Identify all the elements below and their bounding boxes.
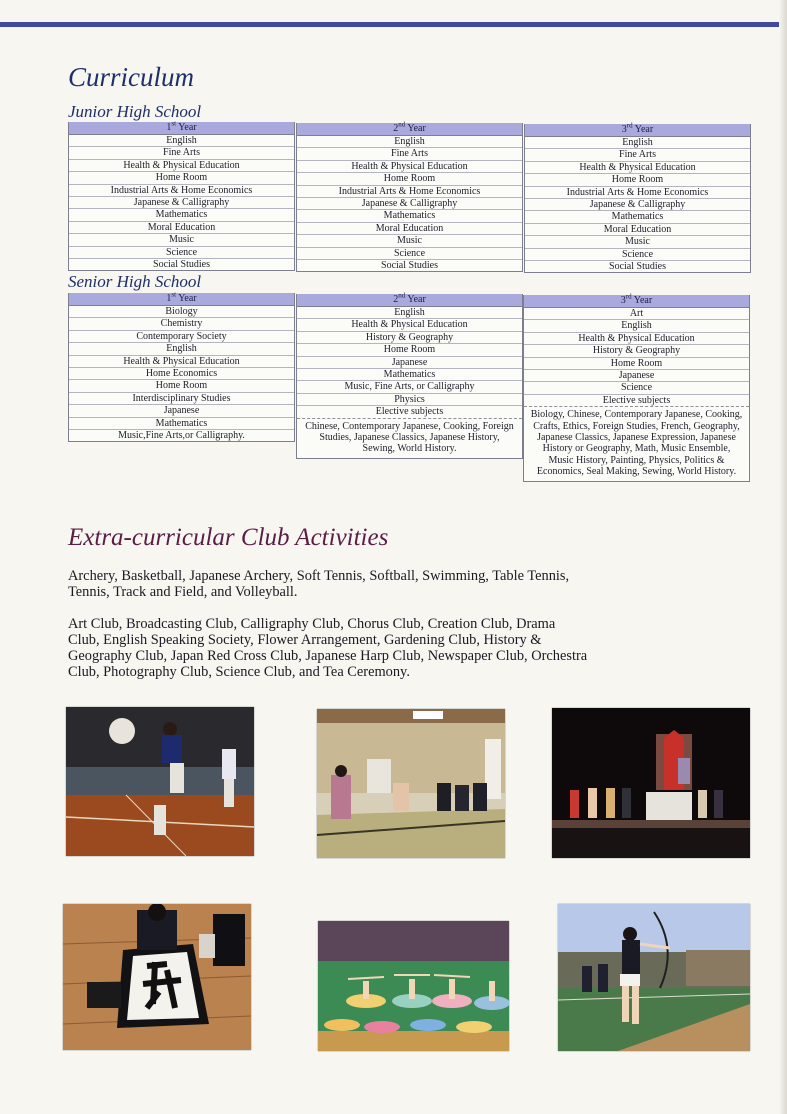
subject-cell: English [297, 136, 522, 148]
subject-cell: Contemporary Society [69, 331, 294, 343]
senior-high-heading: Senior High School [68, 272, 202, 291]
subject-cell: Art [524, 308, 749, 320]
subject-cell: Science [525, 249, 750, 261]
subject-cell: Social Studies [381, 259, 438, 271]
subject-cell: Music [297, 235, 522, 247]
subject-cell: Fine Arts [69, 147, 294, 159]
subject-cell: Science [524, 382, 749, 394]
drama-stage-photo [552, 708, 750, 858]
subject-cell: Industrial Arts & Home Economics [525, 187, 750, 199]
subject-cell: Health & Physical Education [297, 161, 522, 173]
subject-cell: Social Studies [609, 260, 666, 272]
subject-cell: Music [525, 236, 750, 248]
subject-cell: Japanese [69, 405, 294, 417]
junior-year-2-column [296, 120, 523, 272]
subject-cell: Home Room [297, 173, 522, 185]
senior-year-3-column [523, 292, 750, 482]
subject-cell: Health & Physical Education [69, 160, 294, 172]
subject-cell: Japanese [297, 357, 522, 369]
sports-clubs-text: Archery, Basketball, Japanese Archery, Soft Tennis, Softball, Swimming, Table Tennis, Tennis, Track and Field, and Volleyball. [68, 568, 570, 600]
calligraphy-photo [63, 904, 251, 1050]
subject-cell: Japanese [524, 370, 749, 382]
subject-cell: Physics [297, 394, 522, 406]
subject-cell: Moral Education [69, 222, 294, 234]
subject-cell: Science [297, 248, 522, 260]
subject-cell: Health & Physical Education [69, 356, 294, 368]
subject-cell: English [525, 137, 750, 149]
subject-cell: Interdisciplinary Studies [69, 393, 294, 405]
subject-cell: Elective subjects [602, 394, 671, 406]
subject-cell: Biology [69, 306, 294, 318]
senior-year-2-header: 2nd Year [297, 294, 522, 307]
subject-cell: Japanese & Calligraphy [69, 197, 294, 209]
subject-cell: Japanese & Calligraphy [297, 198, 522, 210]
subject-cell: Mathematics [297, 369, 522, 381]
subject-cell: Industrial Arts & Home Economics [297, 186, 522, 198]
subject-cell: English [69, 135, 294, 147]
curriculum-heading: Curriculum [68, 62, 195, 92]
subject-cell: Health & Physical Education [525, 162, 750, 174]
subject-cell: Mathematics [525, 211, 750, 223]
subject-cell: Home Room [525, 174, 750, 186]
subject-cell: Industrial Arts & Home Economics [69, 185, 294, 197]
subject-cell: Fine Arts [525, 149, 750, 161]
subject-cell: Science [69, 247, 294, 259]
subject-cell: English [297, 307, 522, 319]
subject-cell: Mathematics [69, 418, 294, 430]
archery-photo [558, 904, 750, 1051]
subject-cell: Music, Fine Arts, or Calligraphy [297, 381, 522, 393]
elective-subjects-list: Biology, Chinese, Contemporary Japanese, Cooking, Crafts, Ethics, Foreign Studies, French, Geography, Japanese Classics, Japanese Expression, Japanese History or Geography, Math, Music Ensemble, Music History, Painting, Physics, Politics & Economics, Seal Making, Sewing, World History. [524, 406, 749, 480]
junior-year-3-column [524, 121, 751, 273]
subject-cell: History & Geography [524, 345, 749, 357]
elective-subjects-list: Chinese, Contemporary Japanese, Cooking, Foreign Studies, Japanese Classics, Japanese History, Sewing, World History. [297, 418, 522, 458]
senior-year-1-header: 1st Year [69, 293, 294, 306]
subject-cell: Health & Physical Education [297, 319, 522, 331]
subject-cell: Music [69, 234, 294, 246]
subject-cell: Health & Physical Education [524, 333, 749, 345]
subject-cell: Mathematics [69, 209, 294, 221]
senior-year-2-column [296, 291, 523, 459]
subject-cell: Fine Arts [297, 148, 522, 160]
top-rule [0, 22, 787, 27]
subject-cell: Japanese & Calligraphy [525, 199, 750, 211]
subject-cell: Mathematics [297, 210, 522, 222]
junior-year-2-header: 2nd Year [297, 123, 522, 136]
subject-cell: Home Room [69, 172, 294, 184]
subject-cell: English [69, 343, 294, 355]
subject-cell: Home Economics [69, 368, 294, 380]
club-activities-heading: Extra-curricular Club Activities [68, 524, 389, 551]
senior-year-1-column [68, 290, 295, 442]
junior-year-1-header: 1st Year [69, 122, 294, 135]
tea-ceremony-photo [317, 709, 505, 858]
culture-clubs-text: Art Club, Broadcasting Club, Calligraphy Club, Chorus Club, Creation Club, Drama Club, English Speaking Society, Flower Arrangement, Gardening Club, History & Geography Club, Japan Red Cross Club, Japanese Harp Club, Newspaper Club, Orchestra Club, Photography Club, Science Club, and Tea Ceremony. [68, 616, 588, 680]
junior-high-heading: Junior High School [68, 102, 202, 121]
subject-cell: Elective subjects [375, 406, 444, 418]
subject-cell: Moral Education [525, 224, 750, 236]
subject-cell: Home Room [69, 380, 294, 392]
subject-cell: Social Studies [153, 258, 210, 270]
ballet-photo [318, 921, 509, 1051]
junior-year-3-header: 3rd Year [525, 124, 750, 137]
subject-cell: Home Room [297, 344, 522, 356]
senior-year-3-header: 3rd Year [524, 295, 749, 308]
subject-cell: Moral Education [297, 223, 522, 235]
subject-cell: Home Room [524, 358, 749, 370]
subject-cell: History & Geography [297, 332, 522, 344]
page-edge-shadow [779, 0, 787, 1114]
subject-cell: Chemistry [69, 318, 294, 330]
subject-cell: English [524, 320, 749, 332]
junior-year-1-column [68, 119, 295, 271]
volleyball-photo [66, 707, 254, 856]
subject-cell: Music,Fine Arts,or Calligraphy. [118, 429, 245, 441]
